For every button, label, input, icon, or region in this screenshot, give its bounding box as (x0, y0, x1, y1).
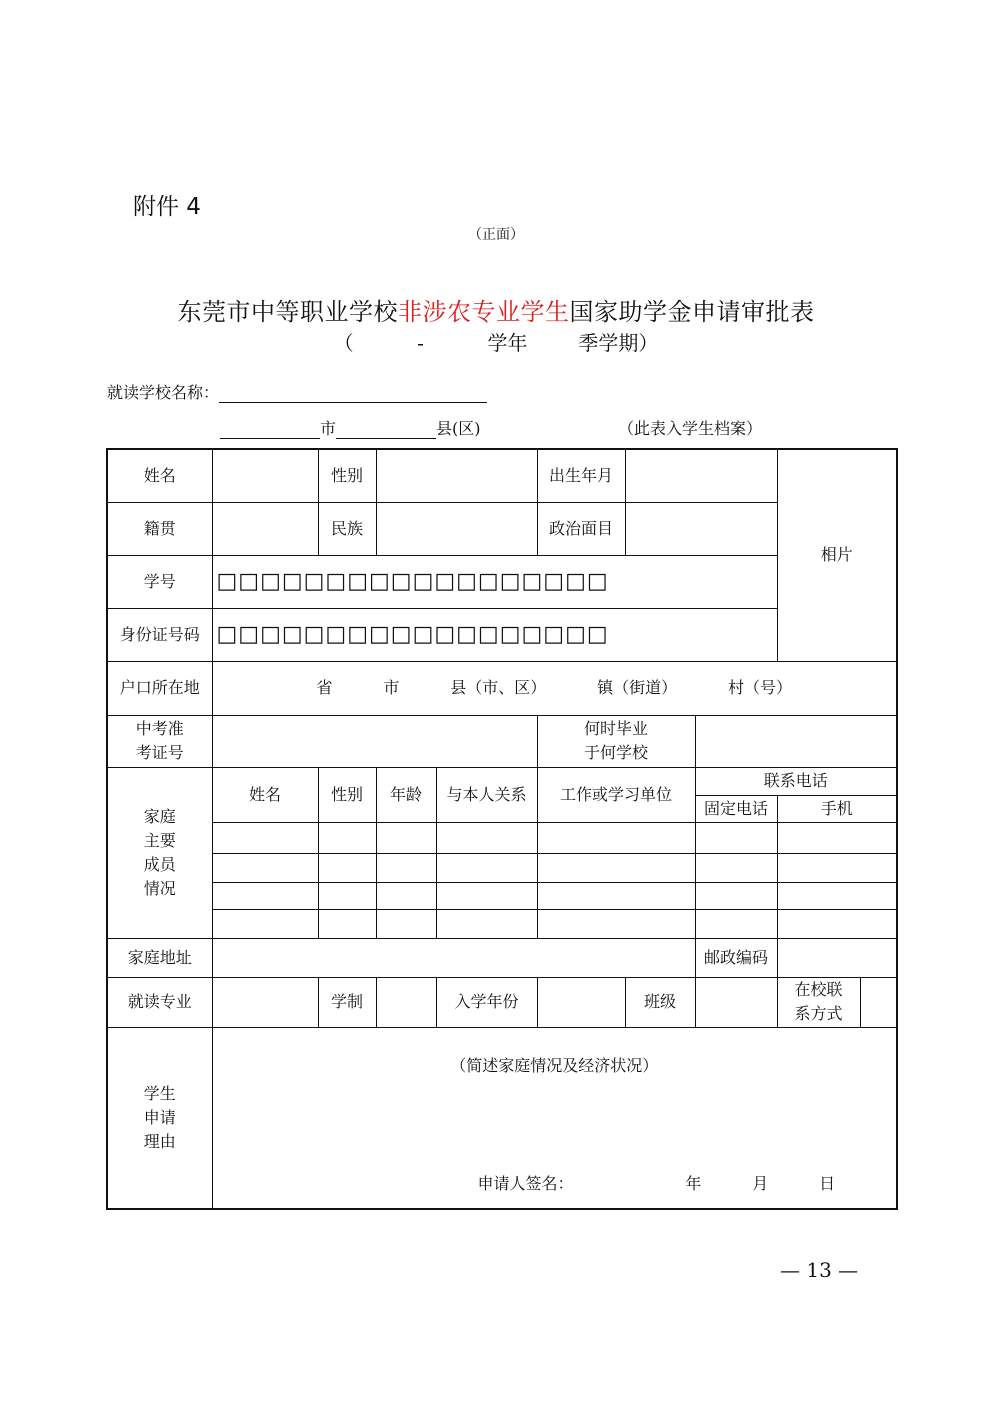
member-mobile-header: 手机 (777, 795, 897, 822)
member-cell[interactable] (777, 853, 897, 882)
member-cell[interactable] (318, 853, 376, 882)
member-cell[interactable] (695, 882, 777, 909)
member-landline-header: 固定电话 (695, 795, 777, 822)
gender-field[interactable] (376, 449, 537, 502)
member-cell[interactable] (376, 853, 436, 882)
member-cell[interactable] (376, 882, 436, 909)
exam-no-label-line2: 考证号 (135, 743, 184, 762)
exam-no-label-line1: 中考准 (135, 719, 184, 738)
member-age-header: 年龄 (376, 767, 436, 822)
family-label-1: 家庭 (143, 806, 176, 826)
contact-label-line2: 系方式 (794, 1004, 843, 1023)
reason-label-2: 申请 (143, 1107, 176, 1127)
family-label-4: 情况 (143, 878, 176, 898)
reason-label-3: 理由 (143, 1131, 176, 1151)
school-name-blank[interactable] (219, 384, 487, 403)
name-field[interactable] (212, 449, 318, 502)
member-cell[interactable] (777, 909, 897, 938)
member-cell[interactable] (436, 909, 537, 938)
class-field[interactable] (695, 977, 777, 1027)
name-label: 姓名 (107, 449, 212, 502)
member-cell[interactable] (537, 822, 695, 853)
form-title (0, 292, 992, 327)
member-cell[interactable] (695, 822, 777, 853)
contact-label-line1: 在校联 (794, 980, 843, 999)
member-cell[interactable] (695, 909, 777, 938)
member-cell[interactable] (212, 882, 318, 909)
member-cell[interactable] (212, 853, 318, 882)
reason-field[interactable] (212, 1027, 897, 1209)
reason-label-1: 学生 (143, 1083, 176, 1103)
member-cell[interactable] (537, 909, 695, 938)
member-work-header: 工作或学习单位 (537, 767, 695, 822)
political-field[interactable] (625, 502, 777, 555)
class-label: 班级 (625, 977, 695, 1027)
member-cell[interactable] (777, 822, 897, 853)
member-cell[interactable] (212, 909, 318, 938)
hukou-field[interactable]: 省 市 县（市、区） 镇（街道） 村（号） (212, 661, 897, 715)
duration-field[interactable] (376, 977, 436, 1027)
signature-line: 申请人签名： 年 月 日 (477, 1173, 836, 1193)
member-cell[interactable] (537, 853, 695, 882)
address-label: 家庭地址 (107, 938, 212, 977)
family-label-3: 成员 (143, 854, 176, 874)
family-label-2: 主要 (143, 830, 176, 850)
title-part-a: 东莞市中等职业学校 (177, 298, 398, 326)
member-cell[interactable] (777, 882, 897, 909)
student-no-boxes[interactable]: □□□□□□□□□□□□□□□□□□ (212, 555, 777, 608)
graduation-field[interactable] (695, 715, 897, 767)
member-relation-header: 与本人关系 (436, 767, 537, 822)
native-field[interactable] (212, 502, 318, 555)
member-cell[interactable] (436, 882, 537, 909)
attachment-label: 附件 4 (133, 194, 201, 220)
enroll-year-field[interactable] (537, 977, 625, 1027)
id-no-boxes[interactable]: □□□□□□□□□□□□□□□□□□ (212, 608, 777, 661)
school-name-label: 就读学校名称： (107, 383, 220, 402)
gender-label: 性别 (318, 449, 376, 502)
county-blank[interactable] (336, 420, 436, 439)
native-label: 籍贯 (107, 502, 212, 555)
ethnic-label: 民族 (318, 502, 376, 555)
postcode-label: 邮政编码 (695, 938, 777, 977)
contact-label (777, 977, 860, 1027)
address-field[interactable] (212, 938, 695, 977)
ethnic-field[interactable] (376, 502, 537, 555)
member-cell[interactable] (212, 822, 318, 853)
postcode-field[interactable] (777, 938, 897, 977)
student-no-label: 学号 (107, 555, 212, 608)
duration-label: 学制 (318, 977, 376, 1027)
side-label: （正面） (468, 227, 524, 243)
member-phone-header: 联系电话 (695, 767, 897, 795)
city-county-row (220, 416, 481, 439)
hukou-label: 户口所在地 (107, 661, 212, 715)
photo-box[interactable]: 相片 (777, 449, 897, 661)
birth-label: 出生年月 (537, 449, 625, 502)
id-no-label: 身份证号码 (107, 608, 212, 661)
exam-no-label (107, 715, 212, 767)
member-cell[interactable] (436, 822, 537, 853)
member-gender-header: 性别 (318, 767, 376, 822)
birth-field[interactable] (625, 449, 777, 502)
title-part-c: 国家助学金申请审批表 (569, 298, 815, 326)
contact-field[interactable] (860, 977, 897, 1027)
city-suffix: 市 (320, 419, 337, 438)
city-blank[interactable] (220, 420, 320, 439)
reason-label (107, 1027, 212, 1209)
member-cell[interactable] (318, 882, 376, 909)
member-cell[interactable] (376, 909, 436, 938)
member-cell[interactable] (376, 822, 436, 853)
member-cell[interactable] (436, 853, 537, 882)
graduation-label-line1: 何时毕业 (583, 719, 648, 738)
member-cell[interactable] (318, 909, 376, 938)
major-label: 就读专业 (107, 977, 212, 1027)
major-field[interactable] (212, 977, 318, 1027)
family-label (107, 767, 212, 938)
member-cell[interactable] (318, 822, 376, 853)
enroll-year-label: 入学年份 (436, 977, 537, 1027)
county-suffix: 县(区) (436, 419, 481, 438)
graduation-label (537, 715, 695, 767)
school-name-row (107, 380, 487, 403)
graduation-label-line2: 于何学校 (583, 743, 648, 762)
page-number: — 13 — (780, 1258, 859, 1282)
member-cell[interactable] (537, 882, 695, 909)
archive-note: （此表入学生档案） (618, 419, 763, 438)
political-label: 政治面目 (537, 502, 625, 555)
reason-hint: （简述家庭情况及经济状况） (450, 1055, 659, 1075)
exam-no-field[interactable] (212, 715, 537, 767)
academic-year-line: （ - 学年 季学期） (333, 331, 659, 355)
member-cell[interactable] (695, 853, 777, 882)
title-part-b: 非涉农专业学生 (398, 298, 570, 326)
member-name-header: 姓名 (212, 767, 318, 822)
application-form-table (106, 448, 898, 1210)
